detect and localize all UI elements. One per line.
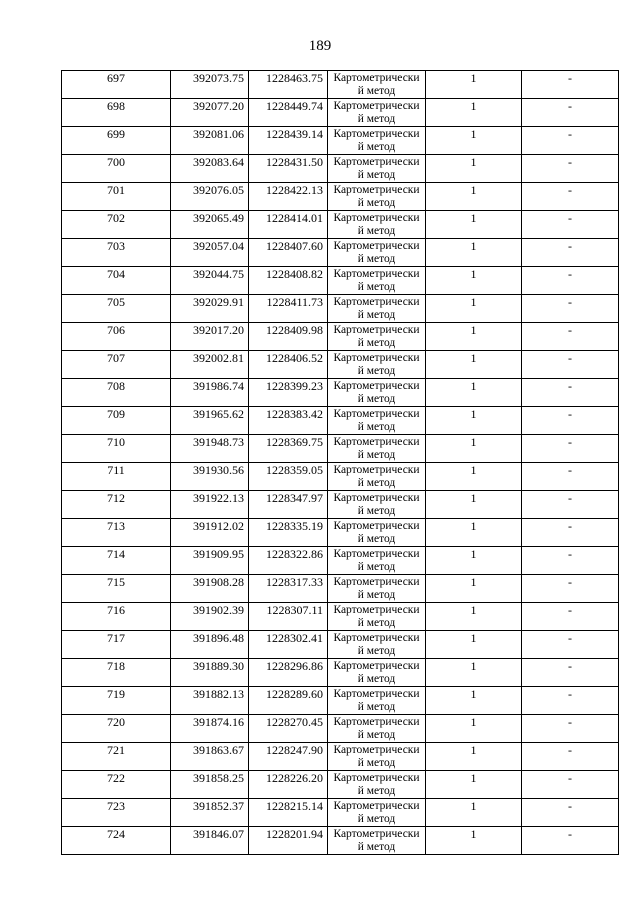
method-cell xyxy=(328,155,426,183)
method-line-2: й метод xyxy=(357,253,396,265)
method-line-2: й метод xyxy=(357,421,396,433)
method-cell xyxy=(328,379,426,407)
method-line-2: й метод xyxy=(357,841,396,853)
point-number-cell: 706 xyxy=(62,323,171,351)
description-cell: - xyxy=(522,827,619,855)
table-row xyxy=(62,407,619,435)
point-number-cell: 713 xyxy=(62,519,171,547)
accuracy-cell: 1 xyxy=(426,239,522,267)
point-number-cell: 699 xyxy=(62,127,171,155)
method-line-2: й метод xyxy=(357,533,396,545)
y-coordinate-cell: 1228226.20 xyxy=(249,771,328,799)
point-number-cell: 703 xyxy=(62,239,171,267)
method-cell xyxy=(328,99,426,127)
method-cell xyxy=(328,827,426,855)
accuracy-cell: 1 xyxy=(426,99,522,127)
y-coordinate-cell: 1228406.52 xyxy=(249,351,328,379)
method-line-1: Картометрически xyxy=(333,576,420,588)
table-row xyxy=(62,575,619,603)
method-cell xyxy=(328,715,426,743)
description-cell: - xyxy=(522,323,619,351)
point-number-cell: 724 xyxy=(62,827,171,855)
method-line-2: й метод xyxy=(357,617,396,629)
method-cell xyxy=(328,71,426,99)
table-row xyxy=(62,547,619,575)
method-line-2: й метод xyxy=(357,701,396,713)
method-cell xyxy=(328,631,426,659)
accuracy-cell: 1 xyxy=(426,71,522,99)
table-row xyxy=(62,351,619,379)
point-number-cell: 697 xyxy=(62,71,171,99)
y-coordinate-cell: 1228383.42 xyxy=(249,407,328,435)
x-coordinate-cell: 392076.05 xyxy=(171,183,249,211)
point-number-cell: 717 xyxy=(62,631,171,659)
accuracy-cell: 1 xyxy=(426,547,522,575)
description-cell: - xyxy=(522,771,619,799)
point-number-cell: 698 xyxy=(62,99,171,127)
method-line-1: Картометрически xyxy=(333,380,420,392)
description-cell: - xyxy=(522,463,619,491)
accuracy-cell: 1 xyxy=(426,491,522,519)
method-line-1: Картометрически xyxy=(333,100,420,112)
y-coordinate-cell: 1228463.75 xyxy=(249,71,328,99)
x-coordinate-cell: 391863.67 xyxy=(171,743,249,771)
method-line-1: Картометрически xyxy=(333,716,420,728)
table-row xyxy=(62,603,619,631)
method-cell xyxy=(328,659,426,687)
y-coordinate-cell: 1228317.33 xyxy=(249,575,328,603)
point-number-cell: 708 xyxy=(62,379,171,407)
x-coordinate-cell: 391889.30 xyxy=(171,659,249,687)
method-cell xyxy=(328,295,426,323)
accuracy-cell: 1 xyxy=(426,155,522,183)
table-row xyxy=(62,71,619,99)
description-cell: - xyxy=(522,155,619,183)
method-line-2: й метод xyxy=(357,141,396,153)
y-coordinate-cell: 1228449.74 xyxy=(249,99,328,127)
x-coordinate-cell: 392002.81 xyxy=(171,351,249,379)
x-coordinate-cell: 392029.91 xyxy=(171,295,249,323)
method-cell xyxy=(328,603,426,631)
y-coordinate-cell: 1228270.45 xyxy=(249,715,328,743)
description-cell: - xyxy=(522,659,619,687)
table-row xyxy=(62,379,619,407)
y-coordinate-cell: 1228411.73 xyxy=(249,295,328,323)
description-cell: - xyxy=(522,295,619,323)
point-number-cell: 704 xyxy=(62,267,171,295)
method-line-1: Картометрически xyxy=(333,520,420,532)
description-cell: - xyxy=(522,547,619,575)
method-line-1: Картометрически xyxy=(333,352,420,364)
accuracy-cell: 1 xyxy=(426,267,522,295)
x-coordinate-cell: 391986.74 xyxy=(171,379,249,407)
x-coordinate-cell: 391874.16 xyxy=(171,715,249,743)
description-cell: - xyxy=(522,519,619,547)
method-line-1: Картометрически xyxy=(333,772,420,784)
description-cell: - xyxy=(522,99,619,127)
coordinates-table xyxy=(61,70,619,855)
method-line-1: Картометрически xyxy=(333,492,420,504)
description-cell: - xyxy=(522,715,619,743)
x-coordinate-cell: 391930.56 xyxy=(171,463,249,491)
method-line-2: й метод xyxy=(357,449,396,461)
x-coordinate-cell: 391965.62 xyxy=(171,407,249,435)
table-row xyxy=(62,659,619,687)
method-line-1: Картометрически xyxy=(333,268,420,280)
x-coordinate-cell: 391902.39 xyxy=(171,603,249,631)
method-cell xyxy=(328,211,426,239)
method-line-2: й метод xyxy=(357,225,396,237)
y-coordinate-cell: 1228335.19 xyxy=(249,519,328,547)
x-coordinate-cell: 391858.25 xyxy=(171,771,249,799)
method-cell xyxy=(328,407,426,435)
method-line-2: й метод xyxy=(357,589,396,601)
method-line-1: Картометрически xyxy=(333,660,420,672)
method-line-1: Картометрически xyxy=(333,688,420,700)
method-line-2: й метод xyxy=(357,393,396,405)
description-cell: - xyxy=(522,799,619,827)
y-coordinate-cell: 1228431.50 xyxy=(249,155,328,183)
point-number-cell: 711 xyxy=(62,463,171,491)
x-coordinate-cell: 391948.73 xyxy=(171,435,249,463)
accuracy-cell: 1 xyxy=(426,687,522,715)
coordinates-table-body xyxy=(62,71,619,855)
method-cell xyxy=(328,267,426,295)
method-cell xyxy=(328,687,426,715)
method-line-1: Картометрически xyxy=(333,184,420,196)
accuracy-cell: 1 xyxy=(426,295,522,323)
x-coordinate-cell: 391896.48 xyxy=(171,631,249,659)
method-line-2: й метод xyxy=(357,757,396,769)
accuracy-cell: 1 xyxy=(426,351,522,379)
table-row xyxy=(62,519,619,547)
method-line-1: Картометрически xyxy=(333,156,420,168)
method-line-1: Картометрически xyxy=(333,800,420,812)
accuracy-cell: 1 xyxy=(426,435,522,463)
description-cell: - xyxy=(522,379,619,407)
method-line-1: Картометрически xyxy=(333,324,420,336)
point-number-cell: 718 xyxy=(62,659,171,687)
y-coordinate-cell: 1228215.14 xyxy=(249,799,328,827)
description-cell: - xyxy=(522,435,619,463)
method-cell xyxy=(328,127,426,155)
method-cell xyxy=(328,351,426,379)
x-coordinate-cell: 392065.49 xyxy=(171,211,249,239)
table-row xyxy=(62,771,619,799)
method-line-2: й метод xyxy=(357,673,396,685)
point-number-cell: 723 xyxy=(62,799,171,827)
y-coordinate-cell: 1228247.90 xyxy=(249,743,328,771)
table-row xyxy=(62,295,619,323)
point-number-cell: 719 xyxy=(62,687,171,715)
method-cell xyxy=(328,323,426,351)
table-row xyxy=(62,267,619,295)
description-cell: - xyxy=(522,127,619,155)
method-line-2: й метод xyxy=(357,477,396,489)
description-cell: - xyxy=(522,267,619,295)
method-line-1: Картометрически xyxy=(333,408,420,420)
x-coordinate-cell: 391922.13 xyxy=(171,491,249,519)
description-cell: - xyxy=(522,631,619,659)
method-line-2: й метод xyxy=(357,337,396,349)
method-line-1: Картометрически xyxy=(333,240,420,252)
method-cell xyxy=(328,743,426,771)
y-coordinate-cell: 1228369.75 xyxy=(249,435,328,463)
method-line-1: Картометрически xyxy=(333,464,420,476)
accuracy-cell: 1 xyxy=(426,715,522,743)
y-coordinate-cell: 1228302.41 xyxy=(249,631,328,659)
description-cell: - xyxy=(522,407,619,435)
x-coordinate-cell: 392083.64 xyxy=(171,155,249,183)
y-coordinate-cell: 1228409.98 xyxy=(249,323,328,351)
point-number-cell: 722 xyxy=(62,771,171,799)
x-coordinate-cell: 392081.06 xyxy=(171,127,249,155)
description-cell: - xyxy=(522,239,619,267)
accuracy-cell: 1 xyxy=(426,575,522,603)
method-line-1: Картометрически xyxy=(333,72,420,84)
method-line-2: й метод xyxy=(357,113,396,125)
y-coordinate-cell: 1228422.13 xyxy=(249,183,328,211)
point-number-cell: 716 xyxy=(62,603,171,631)
accuracy-cell: 1 xyxy=(426,771,522,799)
point-number-cell: 705 xyxy=(62,295,171,323)
x-coordinate-cell: 391908.28 xyxy=(171,575,249,603)
accuracy-cell: 1 xyxy=(426,659,522,687)
accuracy-cell: 1 xyxy=(426,127,522,155)
accuracy-cell: 1 xyxy=(426,211,522,239)
point-number-cell: 714 xyxy=(62,547,171,575)
accuracy-cell: 1 xyxy=(426,631,522,659)
accuracy-cell: 1 xyxy=(426,407,522,435)
x-coordinate-cell: 392057.04 xyxy=(171,239,249,267)
accuracy-cell: 1 xyxy=(426,379,522,407)
method-line-2: й метод xyxy=(357,505,396,517)
point-number-cell: 715 xyxy=(62,575,171,603)
accuracy-cell: 1 xyxy=(426,323,522,351)
accuracy-cell: 1 xyxy=(426,799,522,827)
y-coordinate-cell: 1228307.11 xyxy=(249,603,328,631)
method-line-2: й метод xyxy=(357,785,396,797)
point-number-cell: 700 xyxy=(62,155,171,183)
table-row xyxy=(62,743,619,771)
table-row xyxy=(62,631,619,659)
method-line-1: Картометрически xyxy=(333,632,420,644)
point-number-cell: 702 xyxy=(62,211,171,239)
method-cell xyxy=(328,463,426,491)
description-cell: - xyxy=(522,603,619,631)
method-line-2: й метод xyxy=(357,645,396,657)
method-line-1: Картометрически xyxy=(333,296,420,308)
method-cell xyxy=(328,519,426,547)
y-coordinate-cell: 1228201.94 xyxy=(249,827,328,855)
table-row xyxy=(62,239,619,267)
method-line-1: Картометрически xyxy=(333,212,420,224)
x-coordinate-cell: 392044.75 xyxy=(171,267,249,295)
method-line-2: й метод xyxy=(357,169,396,181)
method-line-2: й метод xyxy=(357,197,396,209)
point-number-cell: 720 xyxy=(62,715,171,743)
table-row xyxy=(62,799,619,827)
method-line-2: й метод xyxy=(357,281,396,293)
method-cell xyxy=(328,575,426,603)
y-coordinate-cell: 1228399.23 xyxy=(249,379,328,407)
point-number-cell: 721 xyxy=(62,743,171,771)
description-cell: - xyxy=(522,211,619,239)
accuracy-cell: 1 xyxy=(426,827,522,855)
method-line-2: й метод xyxy=(357,365,396,377)
description-cell: - xyxy=(522,687,619,715)
y-coordinate-cell: 1228289.60 xyxy=(249,687,328,715)
method-line-1: Картометрически xyxy=(333,744,420,756)
y-coordinate-cell: 1228408.82 xyxy=(249,267,328,295)
x-coordinate-cell: 391912.02 xyxy=(171,519,249,547)
method-line-2: й метод xyxy=(357,561,396,573)
description-cell: - xyxy=(522,743,619,771)
y-coordinate-cell: 1228407.60 xyxy=(249,239,328,267)
table-row xyxy=(62,827,619,855)
description-cell: - xyxy=(522,351,619,379)
method-line-2: й метод xyxy=(357,729,396,741)
description-cell: - xyxy=(522,575,619,603)
point-number-cell: 710 xyxy=(62,435,171,463)
method-cell xyxy=(328,547,426,575)
y-coordinate-cell: 1228322.86 xyxy=(249,547,328,575)
point-number-cell: 701 xyxy=(62,183,171,211)
table-row xyxy=(62,687,619,715)
x-coordinate-cell: 392073.75 xyxy=(171,71,249,99)
page-number: 189 xyxy=(308,38,332,54)
method-cell xyxy=(328,435,426,463)
method-line-1: Картометрически xyxy=(333,604,420,616)
method-line-2: й метод xyxy=(357,85,396,97)
point-number-cell: 707 xyxy=(62,351,171,379)
method-line-1: Картометрически xyxy=(333,548,420,560)
y-coordinate-cell: 1228439.14 xyxy=(249,127,328,155)
description-cell: - xyxy=(522,71,619,99)
x-coordinate-cell: 391882.13 xyxy=(171,687,249,715)
method-line-1: Картометрически xyxy=(333,436,420,448)
y-coordinate-cell: 1228414.01 xyxy=(249,211,328,239)
method-cell xyxy=(328,239,426,267)
method-line-2: й метод xyxy=(357,309,396,321)
accuracy-cell: 1 xyxy=(426,183,522,211)
accuracy-cell: 1 xyxy=(426,463,522,491)
table-row xyxy=(62,715,619,743)
table-row xyxy=(62,463,619,491)
y-coordinate-cell: 1228296.86 xyxy=(249,659,328,687)
x-coordinate-cell: 391846.07 xyxy=(171,827,249,855)
table-row xyxy=(62,323,619,351)
table-row xyxy=(62,127,619,155)
method-line-1: Картометрически xyxy=(333,128,420,140)
point-number-cell: 709 xyxy=(62,407,171,435)
method-line-1: Картометрически xyxy=(333,828,420,840)
table-row xyxy=(62,435,619,463)
x-coordinate-cell: 392077.20 xyxy=(171,99,249,127)
method-cell xyxy=(328,771,426,799)
table-row xyxy=(62,183,619,211)
x-coordinate-cell: 391852.37 xyxy=(171,799,249,827)
method-line-2: й метод xyxy=(357,813,396,825)
y-coordinate-cell: 1228359.05 xyxy=(249,463,328,491)
description-cell: - xyxy=(522,183,619,211)
point-number-cell: 712 xyxy=(62,491,171,519)
description-cell: - xyxy=(522,491,619,519)
method-cell xyxy=(328,799,426,827)
accuracy-cell: 1 xyxy=(426,603,522,631)
accuracy-cell: 1 xyxy=(426,519,522,547)
method-cell xyxy=(328,183,426,211)
x-coordinate-cell: 392017.20 xyxy=(171,323,249,351)
y-coordinate-cell: 1228347.97 xyxy=(249,491,328,519)
table-row xyxy=(62,99,619,127)
table-row xyxy=(62,491,619,519)
method-cell xyxy=(328,491,426,519)
x-coordinate-cell: 391909.95 xyxy=(171,547,249,575)
accuracy-cell: 1 xyxy=(426,743,522,771)
table-row xyxy=(62,211,619,239)
table-row xyxy=(62,155,619,183)
